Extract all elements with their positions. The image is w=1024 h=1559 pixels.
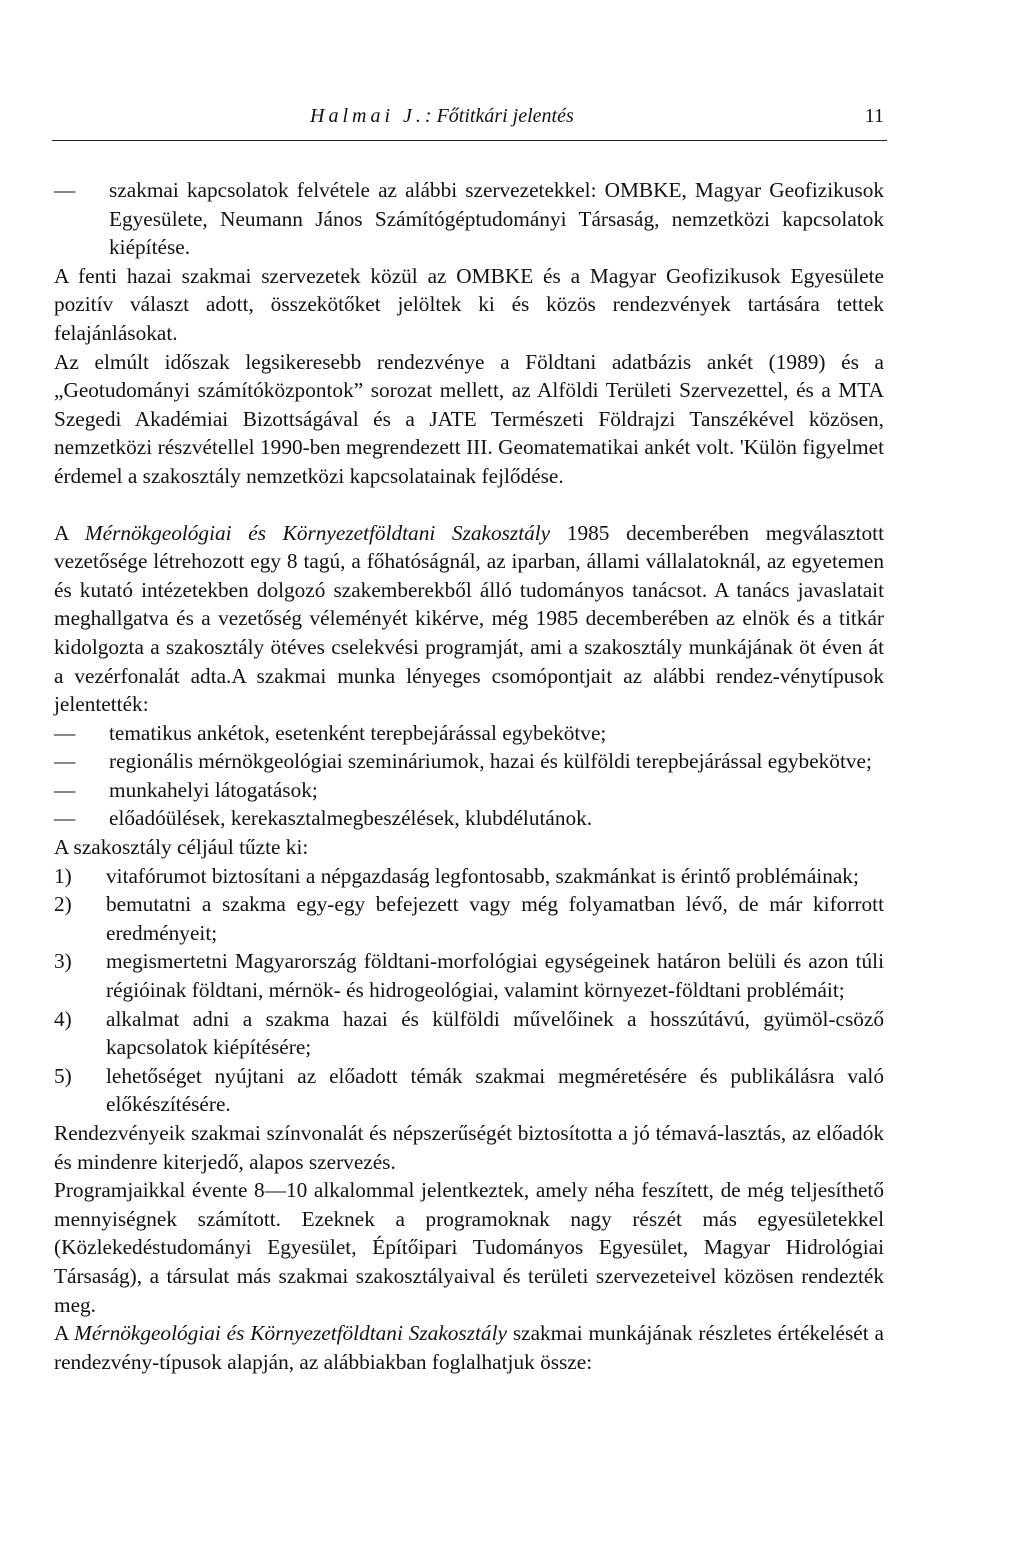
goal-item [54, 862, 884, 891]
goal-number: 4) [54, 1006, 72, 1031]
paragraph-6: Programjaikkal évente 8—10 alkalommal jelentkeztek, amely néha feszített, de még teljesíthető mennyiségnek számított. Ezeknek a programoknak nagy részét más egyesületekkel (Közlekedéstudományi Egyesület, Építőipari Tudományos Egyesület, Magyar Hidrológiai Társaság), a társulat más szakmai szakosztályaival és területi szervezeteivel közösen rendezték meg. [54, 1178, 884, 1317]
report-title: Főtitkári jelentés [436, 105, 574, 127]
event-type-item [54, 747, 884, 776]
goal-number: 2) [54, 892, 72, 917]
paragraph-3 [54, 519, 884, 719]
dash-marker: — [54, 806, 76, 831]
goal-item [54, 947, 884, 1004]
running-header [52, 103, 884, 133]
goal-item [54, 1005, 884, 1062]
paragraph-gap [54, 491, 884, 519]
section-name: Mérnökgeológiai és Környezetföldtani Szakosztály [74, 1321, 507, 1346]
event-type-text: előadóülések, kerekasztalmegbeszélések, klubdélutánok. [109, 806, 593, 831]
paragraph-3-rest: 1985 decemberében megválasztott vezetősége létrehozott egy 8 tagú, a főhatóságnál, az iparban, állami vállalatoknál, az egyetemen és kutató intézetekben dolgozó szakemberekből álló tudományos tanácsot. A tanács javaslatait meghallgatva és a vezetőség véleményét kikérve, még 1985 decemberében az elnök és a titkár kidolgozta a szakosztály ötéves cselekvési programját, ami a szakosztály munkájának öt éven át a vezérfonalát adta.A szakmai munka lényeges csomópontjait az alábbi rendez-vénytípusok jelentették: [54, 520, 884, 717]
dash-marker: — [54, 777, 76, 802]
paragraph-5: Rendezvényeik szakmai színvonalát és népszerűségét biztosította a jó témavá-lasztás, az előadók és mindenre kiterjedő, alapos szervezés. [54, 1121, 884, 1174]
event-type-item [54, 776, 884, 805]
goal-text: vitafórumot biztosítani a népgazdaság legfontosabb, szakmánkat is érintő problémáinak; [106, 863, 859, 888]
event-type-text: munkahelyi látogatások; [109, 777, 318, 802]
dash-marker: — [54, 178, 76, 202]
goal-text: megismertetni Magyarország földtani-morfológiai egységeinek határon belüli és azon túli régióinak földtani, mérnök- és hidrogeológiai, valamint környezet-földtani problémáit; [106, 949, 884, 1003]
intro-list-item [54, 176, 884, 262]
paragraph-1: A fenti hazai szakmai szervezetek közül az OMBKE és a Magyar Geofizikusok Egyesülete pozitív választ adott, összekötőket jelöltek ki és közös rendezvények tartására tettek felajánlásokat. [54, 263, 884, 345]
goal-number: 5) [54, 1063, 72, 1088]
goal-item [54, 1062, 884, 1119]
header-rule [52, 140, 887, 141]
dash-marker: — [54, 749, 76, 774]
event-type-item [54, 804, 884, 833]
goal-number: 1) [54, 863, 72, 888]
intro-list-item-text: szakmai kapcsolatok felvétele az alábbi szervezetekkel: OMBKE, Magyar Geofizikusok Egyesülete, Neumann János Számítógéptudományi Társaság, nemzetközi kapcsolatok kiépítése. [109, 178, 884, 260]
running-title: Halmai J.: Főtitkári jelentés [310, 105, 574, 127]
event-type-item [54, 719, 884, 748]
event-type-text: tematikus ankétok, esetenként terepbejárással egybekötve; [109, 720, 607, 745]
goal-text: bemutatni a szakma egy-egy befejezett vagy még folyamatban lévő, de már kiforrott eredményeit; [106, 892, 884, 945]
page-number: 11 [864, 105, 884, 127]
goal-text: lehetőséget nyújtani az előadott témák szakmai megméretésére és publikálásra való előkészítésére. [106, 1063, 884, 1117]
paragraph-7 [54, 1319, 884, 1376]
section-name: Mérnökgeológiai és Környezetföldtani Szakosztály [84, 520, 551, 545]
paragraph-3-start: A [54, 520, 69, 545]
author-name: Halmai J. [310, 105, 425, 127]
body-text [54, 176, 884, 1376]
goal-item [54, 890, 884, 947]
event-type-text: regionális mérnökgeológiai szemináriumok, hazai és külföldi terepbejárással egybekötve; [109, 749, 872, 774]
paragraph-4: A szakosztály céljául tűzte ki: [54, 835, 309, 860]
paragraph-7-start: A [54, 1321, 69, 1346]
paragraph-2: Az elmúlt időszak legsikeresebb rendezvénye a Földtani adatbázis ankét (1989) és a „Geotudományi számítóközpontok” sorozat mellett, az Alföldi Területi Szervezettel, és a MTA Szegedi Akadémiai Bizottságával és a JATE Természeti Földrajzi Tanszékével közösen, nemzetközi részvétellel 1990-ben megrendezett III. Geomatematikai ankét volt. 'Külön figyelmet érdemel a szakosztály nemzetközi kapcsolatainak fejlődése. [54, 349, 884, 488]
paragraph-7-rest: szakmai munkájának részletes értékelését a rendezvény-típusok alapján, az alábbiakban foglalhatjuk össze: [54, 1321, 884, 1374]
dash-marker: — [54, 720, 76, 745]
goal-text: alkalmat adni a szakma hazai és külföldi művelőinek a hosszútávú, gyümöl-csöző kapcsolatok kiépítésére; [106, 1006, 884, 1060]
goal-number: 3) [54, 949, 72, 974]
